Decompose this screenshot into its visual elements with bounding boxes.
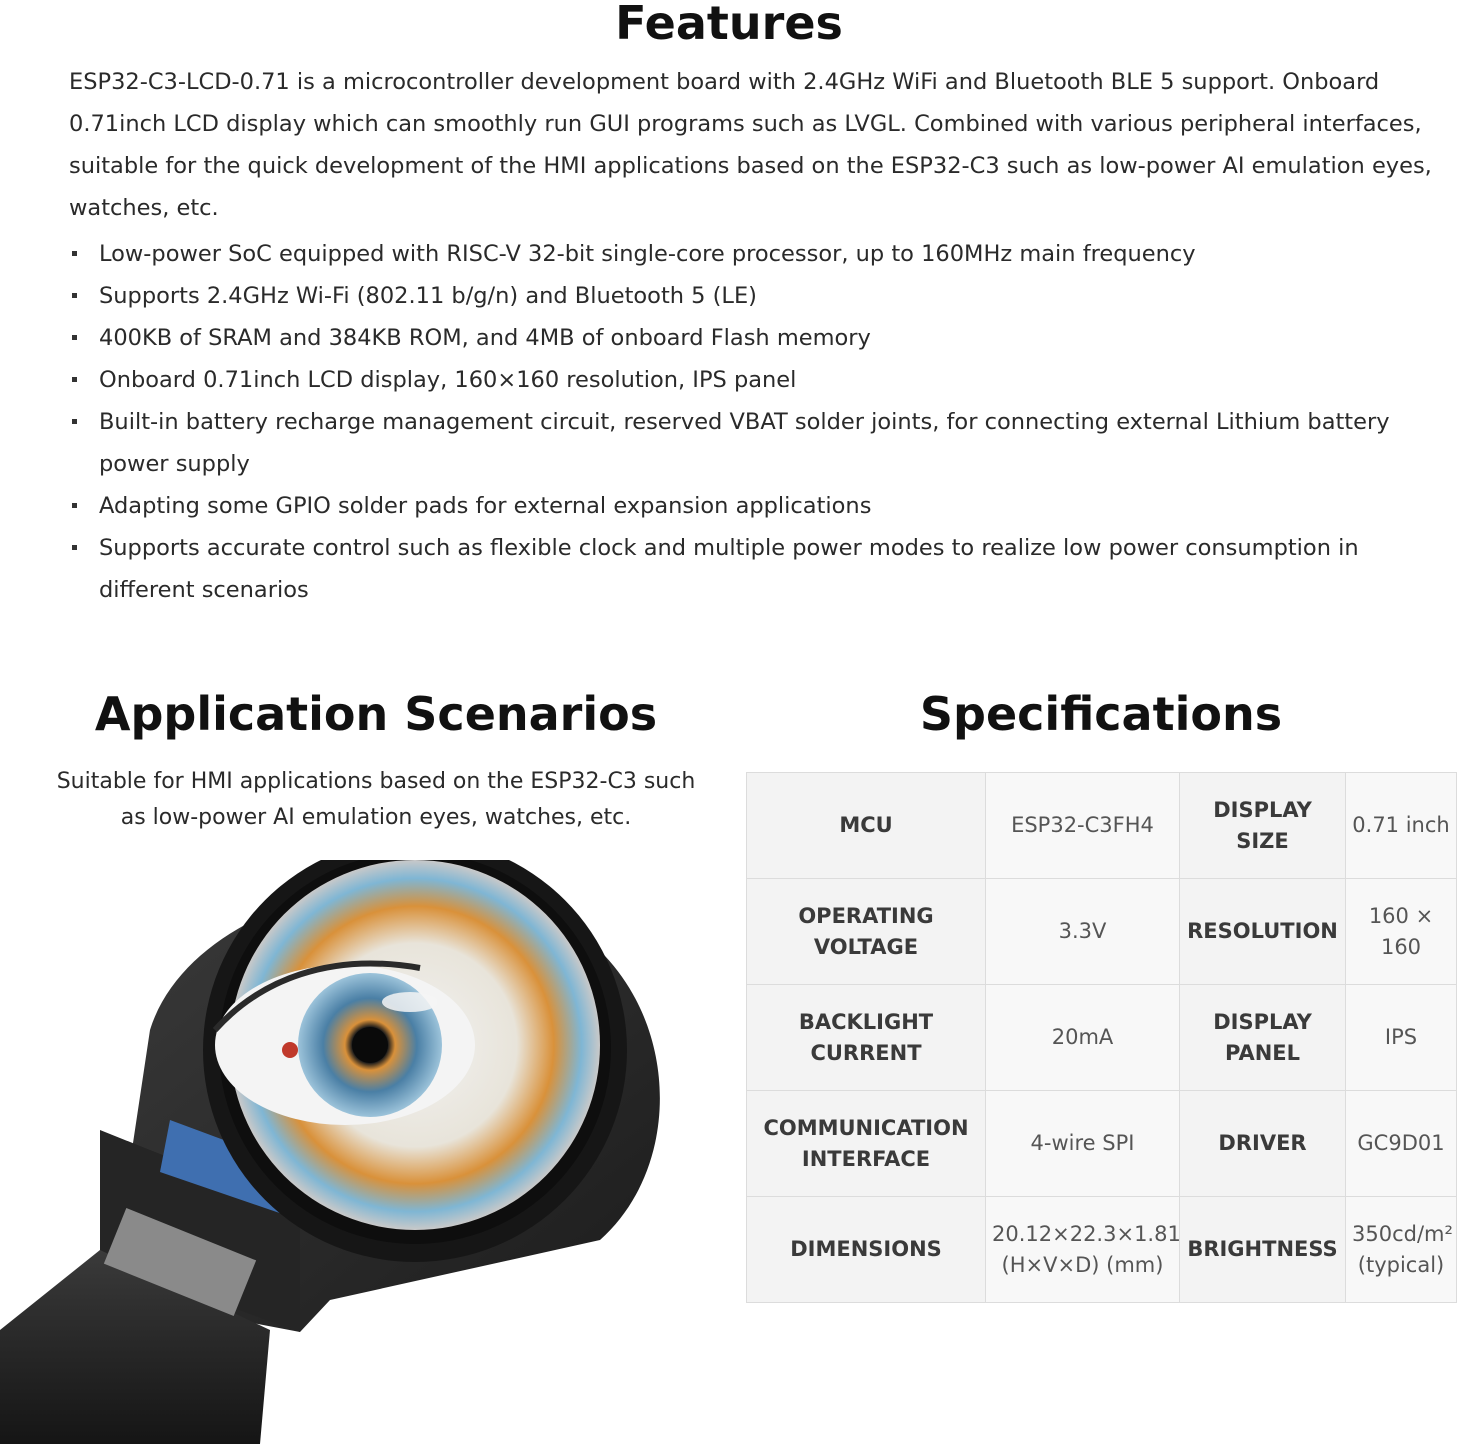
application-title: Application Scenarios [94,687,658,741]
features-title: Features [615,0,843,50]
spec-key: DRIVER [1180,1091,1346,1197]
table-row [747,879,1457,985]
spec-value: IPS [1346,985,1457,1091]
list-item [69,233,1429,275]
specifications-title: Specifications [919,687,1283,741]
bullet-icon [72,419,77,424]
esp32-board-icon [0,860,740,1444]
table-row [747,773,1457,879]
spec-key: DIMENSIONS [747,1197,986,1303]
spec-key: OPERATING VOLTAGE [747,879,986,985]
product-image [0,860,740,1444]
table-row [747,1091,1457,1197]
spec-value: GC9D01 [1346,1091,1457,1197]
list-item-text: Built-in battery recharge management circuit, reserved VBAT solder joints, for connecting external Lithium battery power supply [99,409,1390,477]
features-list [69,233,1429,611]
list-item [69,275,1429,317]
bullet-icon [72,377,77,382]
spec-key: DISPLAY SIZE [1180,773,1346,879]
list-item [69,359,1429,401]
spec-value: 20.12×22.3×1.81 (H×V×D) (mm) [986,1197,1180,1303]
list-item [69,401,1429,485]
bullet-icon [72,545,77,550]
spec-value: 350cd/m² (typical) [1346,1197,1457,1303]
spec-key: RESOLUTION [1180,879,1346,985]
list-item-text: Onboard 0.71inch LCD display, 160×160 resolution, IPS panel [99,367,797,393]
application-description-line: as low-power AI emulation eyes, watches, etc. [120,805,632,830]
features-intro: ESP32-C3-LCD-0.71 is a microcontroller development board with 2.4GHz WiFi and Bluetooth BLE 5 support. Onboard 0.71inch LCD display which can smoothly run GUI programs such as LVGL. Combined with various peripheral interfaces, suitable for the quick development of the HMI applications based on the ESP32-C3 such as low-power AI emulation eyes, watches, etc. [69,69,1432,221]
list-item-text: Supports accurate control such as flexible clock and multiple power modes to realize low power consumption in different scenarios [99,535,1359,603]
spec-value: 20mA [986,985,1180,1091]
spec-key: BRIGHTNESS [1180,1197,1346,1303]
table-row [747,985,1457,1091]
spec-key: BACKLIGHT CURRENT [747,985,986,1091]
specifications-table [746,772,1457,1303]
spec-value: 0.71 inch [1346,773,1457,879]
spec-value: 3.3V [986,879,1180,985]
spec-value: 160 × 160 [1346,879,1457,985]
list-item-text: 400KB of SRAM and 384KB ROM, and 4MB of onboard Flash memory [99,325,871,351]
spec-value: 4-wire SPI [986,1091,1180,1197]
list-item [69,317,1429,359]
bullet-icon [72,251,77,256]
list-item-text: Adapting some GPIO solder pads for external expansion applications [99,493,872,519]
list-item-text: Low-power SoC equipped with RISC-V 32-bit single-core processor, up to 160MHz main frequency [99,241,1196,267]
application-description [20,764,732,836]
bullet-icon [72,335,77,340]
spec-key: DISPLAY PANEL [1180,985,1346,1091]
table-row [747,1197,1457,1303]
spec-key: MCU [747,773,986,879]
spec-key: COMMUNICATION INTERFACE [747,1091,986,1197]
list-item-text: Supports 2.4GHz Wi-Fi (802.11 b/g/n) and Bluetooth 5 (LE) [99,283,757,309]
application-description-line: Suitable for HMI applications based on the ESP32-C3 such [56,769,696,794]
spec-value: ESP32-C3FH4 [986,773,1180,879]
list-item [69,485,1429,527]
bullet-icon [72,503,77,508]
list-item [69,527,1429,611]
bullet-icon [72,293,77,298]
